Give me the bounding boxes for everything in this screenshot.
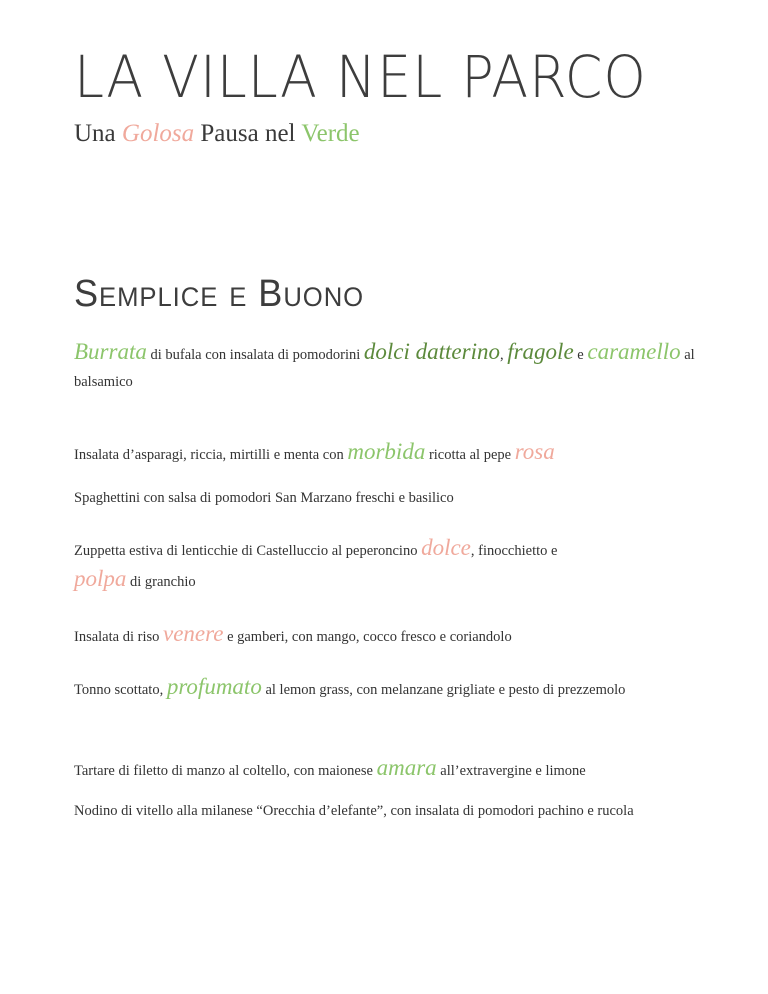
dish-insalata-asparagi [74,438,555,466]
dish-text: Insalata d’asparagi, riccia, mirtilli e menta con [74,447,348,463]
tagline-text-2: Pausa nel [194,120,302,147]
dish-tonno [74,676,704,701]
dish-highlight: Burrata [74,339,147,364]
dish-highlight: caramello [587,339,681,364]
dish-highlight: fragole [507,339,574,364]
dish-text: e gamberi, con mango, cocco fresco e coriandolo [223,629,512,645]
section-title: Semplice e Buono [74,273,365,315]
dish-text: e [573,347,588,363]
dish-tartare [74,754,586,782]
tagline-text-1: Una [74,120,122,147]
dish-highlight: polpa [74,566,127,591]
dish-burrata [74,338,704,396]
dish-highlight: venere [163,621,224,646]
dish-highlight: dolce [421,535,471,560]
dish-highlight: morbida [347,439,426,464]
restaurant-name: LA VILLA NEL PARCO [74,43,647,111]
dish-text: Tartare di filetto di manzo al coltello, con maionese [74,763,377,779]
dish-text: al lemon grass, con melanzane grigliate e pesto di prezzemolo [261,682,626,698]
dish-text: di bufala con insalata di pomodorini [146,347,364,363]
dish-text: al balsamico [74,347,695,390]
dish-text: all’extravergine e limone [436,763,586,779]
dish-insalata-riso [74,620,512,648]
dish-spaghettini [74,490,454,507]
dish-text: , [499,347,508,363]
dish-text: Tonno scottato, [74,682,167,698]
dish-text: Insalata di riso [74,629,163,645]
tagline-word-verde: Verde [301,120,360,147]
dish-highlight: profumato [166,674,262,699]
tagline [74,119,360,149]
dish-zuppetta [74,534,704,596]
dish-text: Nodino di vitello alla milanese “Orecchia d’elefante”, con insalata di pomodori pachino e rucola [74,803,634,819]
tagline-word-golosa: Golosa [121,120,195,147]
dish-highlight: amara [376,755,437,780]
dish-nodino [74,802,714,821]
dish-text: Zuppetta estiva di lenticchie di Castelluccio al peperoncino [74,543,422,559]
dish-highlight: dolci datterino [363,339,500,364]
dish-text: di granchio [126,574,196,590]
dish-highlight: rosa [514,439,555,464]
dish-text: , finocchietto e [470,543,558,559]
dish-text: ricotta al pepe [425,447,515,463]
dish-text: Spaghettini con salsa di pomodori San Marzano freschi e basilico [74,490,454,506]
